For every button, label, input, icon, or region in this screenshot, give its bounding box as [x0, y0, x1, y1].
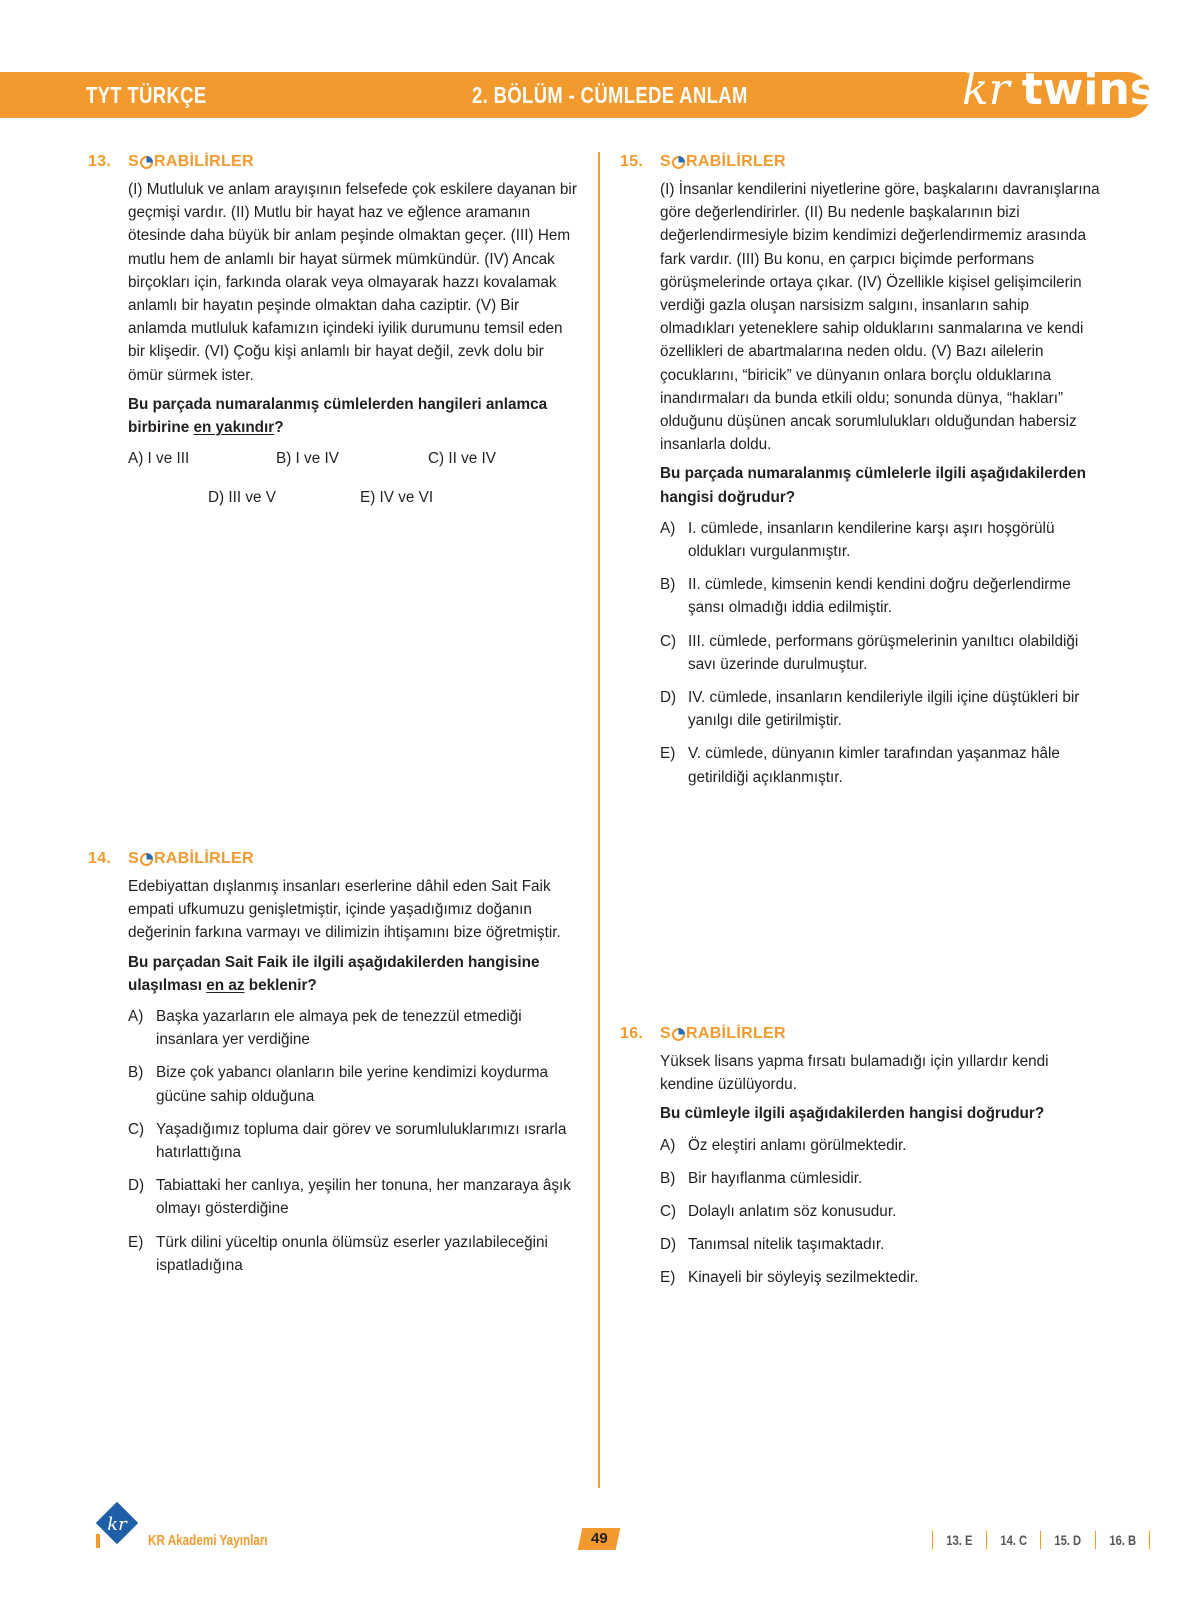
- answer-13: 13. E: [946, 1532, 973, 1548]
- brand-logo: [962, 64, 1156, 115]
- question-passage: Edebiyattan dışlanmış insanları eserlerine dâhil eden Sait Faik empati ufkumuzu genişletmiştir, içinde yaşadığımız doğanın değerinin farkına varmayı ve dilimizin ihtişamını bize öğretmiştir.: [128, 878, 561, 942]
- choice-a[interactable]: A) I ve III: [128, 450, 190, 468]
- choice-d[interactable]: D) III ve V: [208, 489, 276, 507]
- choice-b[interactable]: B) II. cümlede, kimsenin kendi kendini doğru değerlendirme şansı olmadığı iddia edilmiştir.: [660, 576, 1071, 617]
- publisher-name: KR Akademi Yayınları: [148, 1532, 268, 1549]
- page-number: 49: [578, 1528, 621, 1550]
- question-header: [88, 150, 578, 174]
- pie-chart-icon: [140, 853, 153, 866]
- publisher-logo-icon: [88, 1500, 144, 1561]
- sorabilirler-label: S RABİLİRLER: [128, 153, 254, 170]
- choice-e[interactable]: E) Kinayeli bir söyleyiş sezilmektedir.: [660, 1269, 919, 1287]
- answer-14: 14. C: [1000, 1532, 1027, 1548]
- answer-choices: [660, 1134, 1104, 1290]
- answer-16: 16. B: [1108, 1532, 1136, 1548]
- answer-key: [932, 1531, 1150, 1549]
- question-number: 14.: [88, 850, 112, 867]
- question-16: [620, 1022, 1104, 1300]
- question-14: [88, 847, 578, 1287]
- logo-text: kr: [107, 1514, 127, 1535]
- question-header: [88, 847, 578, 871]
- pie-chart-icon: [672, 1028, 685, 1041]
- choice-d[interactable]: D) IV. cümlede, insanların kendileriyle ilgili içine düştükleri bir yanılgı dile getirilmiştir.: [660, 689, 1080, 730]
- choice-c[interactable]: C) III. cümlede, performans görüşmelerinin yanıltıcı olabildiği savı üzerinde durulmuştur.: [660, 632, 1079, 673]
- choice-d[interactable]: D) Tabiattaki her canlıya, yeşilin her tonuna, her manzaraya âşık olmayı gösterdiğine: [128, 1177, 571, 1218]
- pie-chart-icon: [140, 156, 153, 169]
- question-stem: Bu parçadan Sait Faik ile ilgili aşağıdakilerden hangisine ulaşılması en az beklenir?: [128, 953, 540, 994]
- choice-b[interactable]: B) Bir hayıflanma cümlesidir.: [660, 1169, 863, 1187]
- answer-choices: [128, 447, 578, 527]
- question-15: [620, 150, 1104, 799]
- choice-b[interactable]: B) I ve IV: [276, 450, 339, 468]
- choice-e[interactable]: E) IV ve VI: [360, 489, 434, 507]
- question-stem: Bu cümleyle ilgili aşağıdakilerden hangisi doğrudur?: [660, 1105, 1045, 1123]
- question-stem: Bu parçada numaralanmış cümlelerle ilgili aşağıdakilerden hangisi doğrudur?: [660, 465, 1086, 506]
- choice-a[interactable]: A) I. cümlede, insanların kendilerine karşı aşırı hoşgörülü oldukları vurgulanmıştır.: [660, 519, 1055, 561]
- sorabilirler-label: S RABİLİRLER: [128, 850, 254, 867]
- choice-d[interactable]: D) Tanımsal nitelik taşımaktadır.: [660, 1236, 885, 1254]
- sorabilirler-label: S RABİLİRLER: [660, 1025, 786, 1042]
- pie-chart-icon: [672, 156, 685, 169]
- subject-title: TYT TÜRKÇE: [86, 82, 207, 108]
- choice-c[interactable]: C) Dolaylı anlatım söz konusudur.: [660, 1203, 897, 1221]
- choice-a[interactable]: A) Öz eleştiri anlamı görülmektedir.: [660, 1136, 907, 1154]
- question-passage: (I) Mutluluk ve anlam arayışının felsefede çok eskilere dayanan bir geçmişi vardır. (II) Mutlu bir hayat haz ve eğlence aramanın ötesinde daha büyük bir anlam peşinde olmaktan geçer. (III) Hem mutlu hem de anlamlı bir hayat sürmek mümkündür. (IV) Ancak birçokları için, farkında olarak veya olmayarak hazzı kovalamak anlamlı bir hayatın peşinde olmaktan daha caziptir. (V) Bir anlamda mutluluk kafamızın içindeki iyilik durumunu temsil eden bir klişedir. (VI) Çoğu kişi anlamlı bir hayat değil, zevk dolu bir ömür sürmek ister.: [128, 181, 577, 384]
- answer-15: 15. D: [1054, 1532, 1082, 1548]
- question-13: [88, 150, 578, 527]
- question-stem: Bu parçada numaralanmış cümlelerden hangileri anlamca birbirine en yakındır?: [128, 395, 548, 437]
- choice-a[interactable]: A) Başka yazarların ele almaya pek de tenezzül etmediği insanlara yer verdiğine: [128, 1008, 522, 1049]
- question-passage: (I) İnsanlar kendilerini niyetlerine göre, başkalarını davranışlarına göre değerlendirirler. (II) Bu nedenle başkalarının bizi değerlendirmesiyle bizim kendimizi değerlendirmemiz arasında fark vardır. (III) Bu konu, en çarpıcı biçimde performans görüşmelerinde ortaya çıkar. (IV) Özellikle kişisel gelişimcilerin verdiği gazla oluşan narsisizm salgını, insanların sahip olmadıkları yeteneklere sahip olduklarını sanmalarına ve kendi özellikleri de abartmalarına neden oldu. (V) Bazı ailelerin çocuklarını, “biricik” ve dünyanın onlara borçlu olduklarına inandırmaları da bunda etkili oldu; sonunda dünya, “hakları” olduğunu düşünen ancak sorumlulukları olduğundan habersiz insanlarla doldu.: [660, 181, 1100, 454]
- question-passage: Yüksek lisans yapma fırsatı bulamadığı için yıllardır kendi kendine üzülüyordu.: [660, 1053, 1049, 1094]
- question-number: 15.: [620, 153, 644, 170]
- question-number: 16.: [620, 1025, 644, 1042]
- column-divider: [598, 152, 600, 1488]
- choice-b[interactable]: B) Bize çok yabancı olanların bile yerine kendimizi koydurma gücüne sahip olduğuna: [128, 1064, 548, 1105]
- sorabilirler-label: S RABİLİRLER: [660, 153, 786, 170]
- choice-c[interactable]: C) Yaşadığımız topluma dair görev ve sorumluluklarımızı ısrarla hatırlattığına: [128, 1120, 567, 1162]
- brand-kr: kr: [962, 64, 1010, 115]
- question-number: 13.: [88, 153, 112, 170]
- choice-c[interactable]: C) II ve IV: [428, 450, 496, 468]
- question-header: [620, 1022, 1104, 1046]
- choice-e[interactable]: E) V. cümlede, dünyanın kimler tarafından yaşanmaz hâle getirildiği açıklanmıştır.: [660, 745, 1060, 786]
- choice-e[interactable]: E) Türk dilini yüceltip onunla ölümsüz eserler yazılabileceğini ispatladığına: [128, 1233, 548, 1274]
- chapter-title: 2. BÖLÜM - CÜMLEDE ANLAM: [472, 82, 748, 108]
- brand-twins: twins: [1021, 64, 1156, 115]
- answer-choices: [128, 1005, 578, 1277]
- question-header: [620, 150, 1104, 174]
- answer-choices: [660, 517, 1104, 789]
